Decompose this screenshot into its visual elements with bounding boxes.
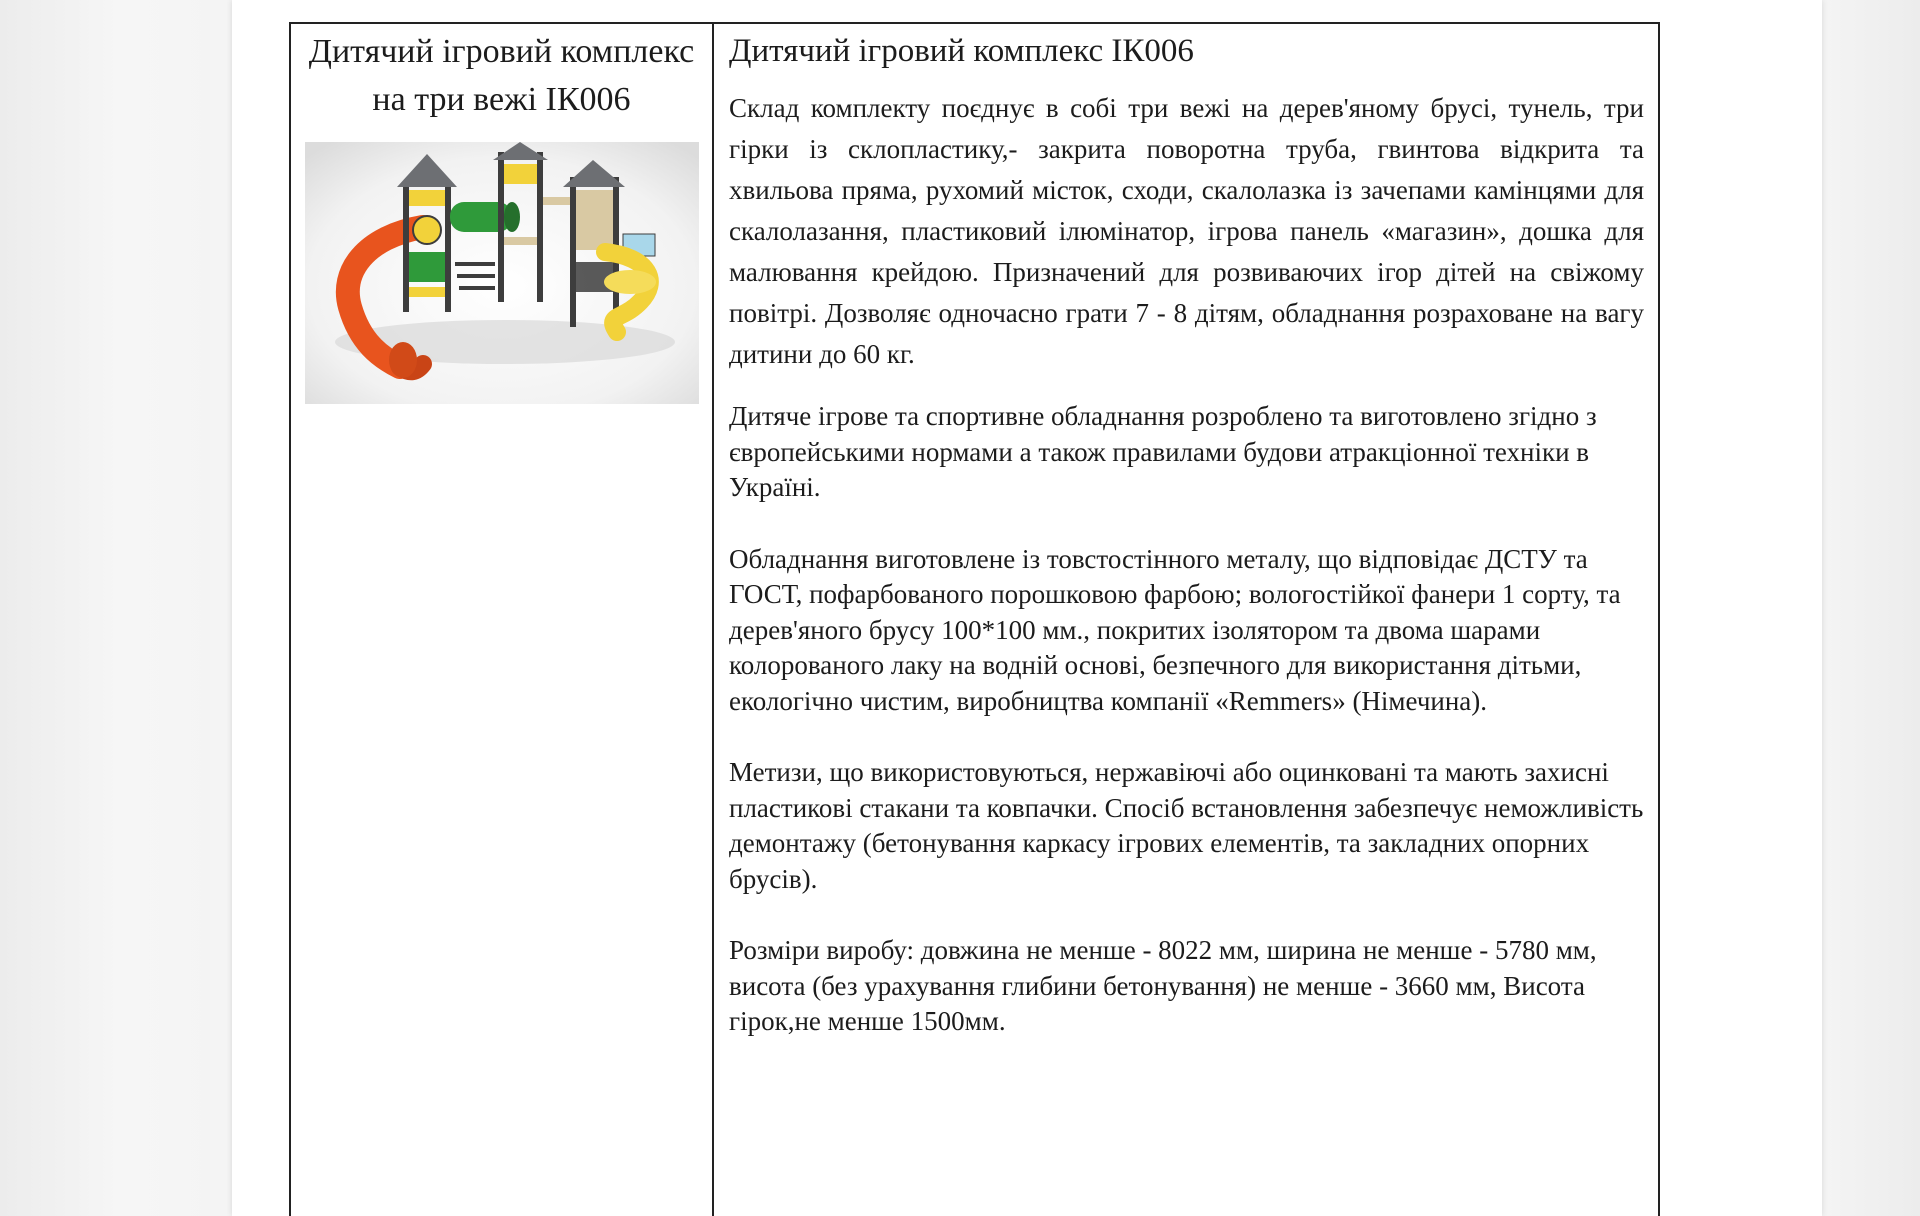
product-title: Дитячий ігровий комплекс на три вежі ІК006 — [308, 33, 695, 118]
product-table — [289, 22, 1660, 1216]
product-description-cell — [714, 24, 1658, 1216]
product-heading: Дитячий ігровий комплекс ІК006 — [729, 33, 1194, 69]
product-image-cell — [291, 24, 714, 1216]
description-materials: Обладнання виготовлене із товстостінного металу, що відповідає ДСТУ та ГОСТ, пофарбованого порошковою фарбою; вологостійкої фанери 1 сорту, та дерев'яного брусу 100*100 мм., покритих ізолятором та двома шарами колорованого лаку на водній основі, безпечного для використання дітьми, екологічно чистим, виробництва компанії «Remmers» (Німечина). — [729, 543, 1621, 716]
description-standards: Дитяче ігрове та спортивне обладнання розроблено та виготовлено згідно з європейськими нормами а також правилами будови атракціонної техніки в Україні. — [729, 401, 1597, 502]
description-fasteners: Метизи, що використовуються, нержавіючі або оцинковані та мають захисні пластикові стакани та ковпачки. Спосіб встановлення забезпечує неможливість демонтажу (бетонування каркасу ігрових елементів, та закладних опорних брусів). — [729, 757, 1644, 894]
playground-complex-image — [305, 142, 699, 404]
description-composition: Склад комплекту поєднує в собі три вежі на дерев'яному брусі, тунель, три гірки із склопластику,- закрита поворотна труба, гвинтова відкрита та хвильова пряма, рухомий місток, сходи, скалолазка із зачепами камінцями для скалолазання, пластиковий ілюмінатор, ігрова панель «магазин», дошка для малювання крейдою. Призначений для розвиваючих ігор дітей на свіжому повітрі. Дозволяє одночасно грати 7 - 8 дітям, обладнання розраховане на вагу дитини до 60 кг. — [729, 93, 1644, 369]
description-dimensions: Розміри виробу: довжина не менше - 8022 мм, ширина не менше - 5780 мм, висота (без урахування глибини бетонування) не менше - 3660 мм, Висота гірок,не менше 1500мм. — [729, 935, 1597, 1036]
